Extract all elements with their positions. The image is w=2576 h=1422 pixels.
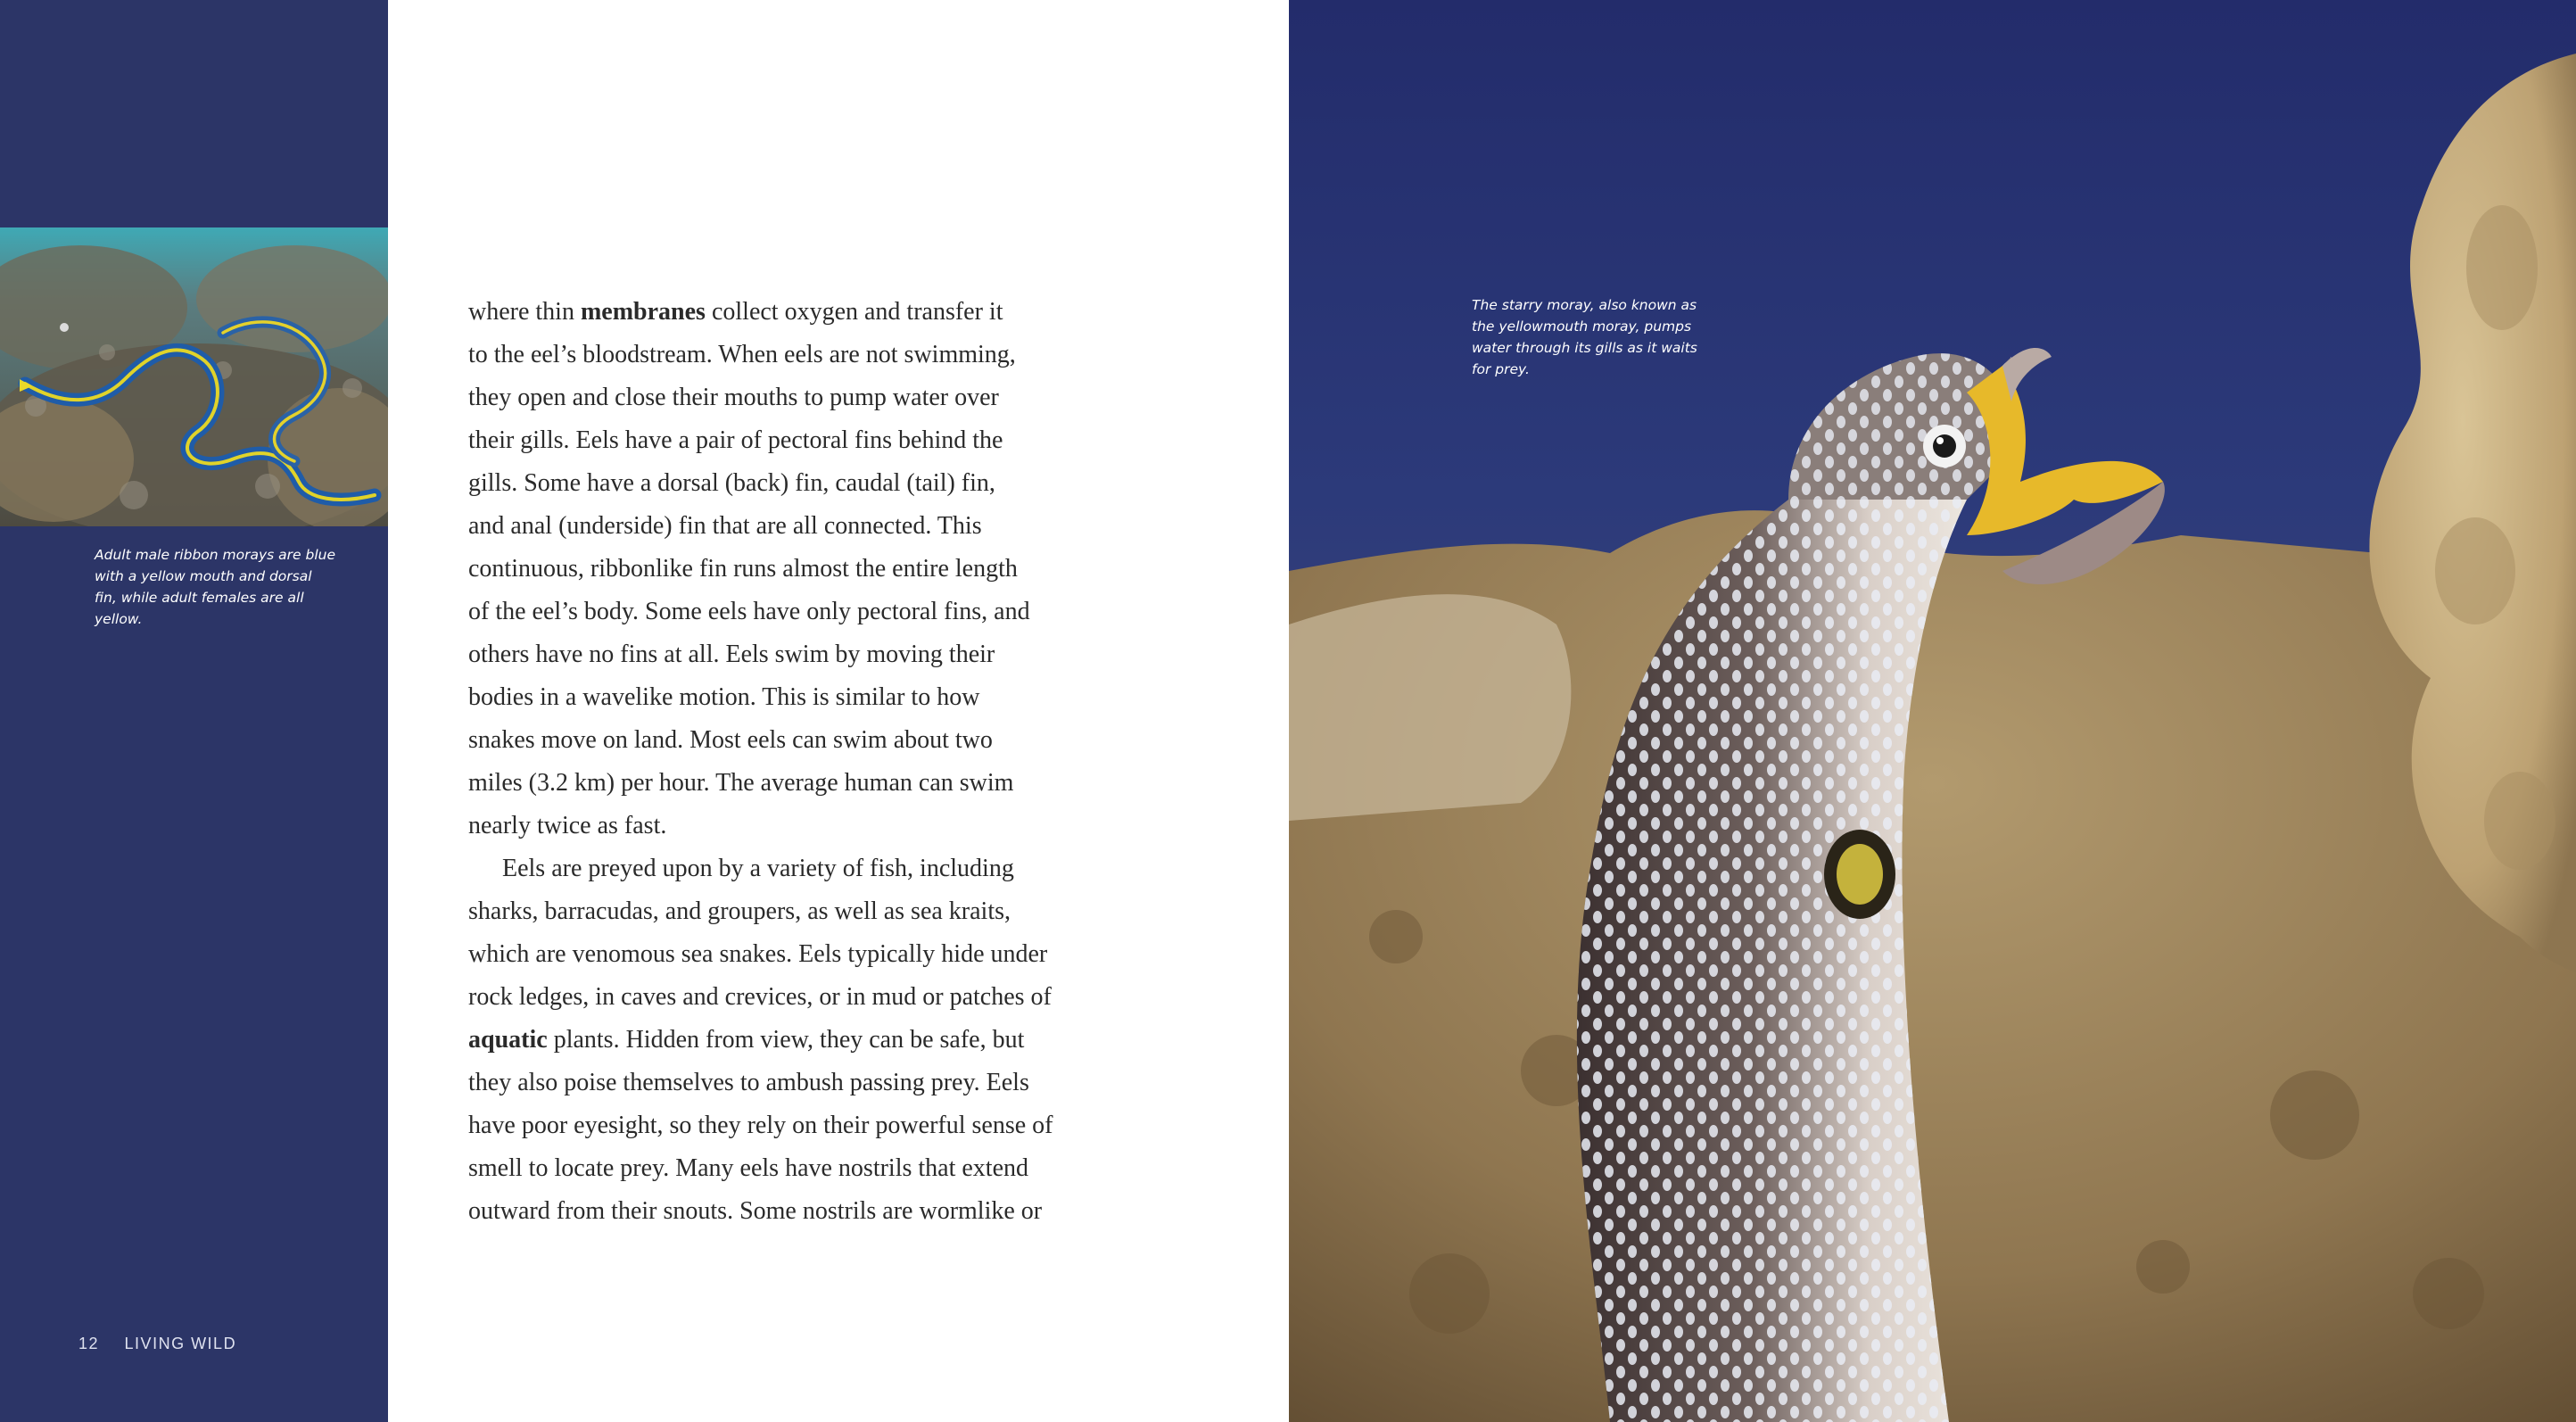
text-run: others have no fins at all. Eels swim by moving their xyxy=(468,641,995,668)
starry-moray-photo xyxy=(1289,0,2576,1422)
text-line xyxy=(468,847,1128,890)
text-line xyxy=(468,291,1128,334)
text-line xyxy=(468,805,1128,847)
text-run: miles (3.2 km) per hour. The average human can swim xyxy=(468,769,1014,797)
left-sidebar xyxy=(0,0,388,1422)
text-run: Eels are preyed upon by a variety of fish, including xyxy=(502,855,1014,882)
text-run: their gills. Eels have a pair of pectoral fins behind the xyxy=(468,426,1003,454)
ribbon-moray-illustration xyxy=(0,227,388,526)
text-run: they open and close their mouths to pump water over xyxy=(468,384,999,411)
text-run: rock ledges, in caves and crevices, or in mud or patches of xyxy=(468,983,1052,1011)
text-run: to the eel’s bloodstream. When eels are not swimming, xyxy=(468,341,1016,368)
text-line xyxy=(468,334,1128,376)
text-line xyxy=(468,1190,1128,1233)
ribbon-moray-caption: Adult male ribbon morays are blue with a yellow mouth and dorsal fin, while adult females are all yellow. xyxy=(95,547,336,627)
text-run: of the eel’s body. Some eels have only pectoral fins, and xyxy=(468,598,1030,625)
text-line xyxy=(468,976,1128,1019)
text-page xyxy=(388,0,1289,1422)
text-run: they also poise themselves to ambush passing prey. Eels xyxy=(468,1069,1029,1096)
text-run: plants. Hidden from view, they can be safe, but xyxy=(547,1026,1025,1054)
text-line xyxy=(468,1147,1128,1190)
text-line xyxy=(468,933,1128,976)
text-line xyxy=(468,462,1128,505)
page-number: 12 xyxy=(78,1335,100,1352)
text-line xyxy=(468,1062,1128,1104)
text-line xyxy=(468,719,1128,762)
text-run: snakes move on land. Most eels can swim about two xyxy=(468,726,993,754)
text-run: nearly twice as fast. xyxy=(468,812,667,839)
text-run: collect oxygen and transfer it xyxy=(705,298,1003,326)
text-line xyxy=(468,591,1128,633)
text-line xyxy=(468,1104,1128,1147)
running-title: LIVING WILD xyxy=(124,1335,237,1352)
text-line xyxy=(468,762,1128,805)
body-text xyxy=(468,291,1128,1233)
starry-moray-illustration xyxy=(1289,0,2576,1422)
text-line xyxy=(468,505,1128,548)
glossary-term: membranes xyxy=(580,298,706,326)
text-run: where thin xyxy=(468,298,581,326)
text-line xyxy=(468,633,1128,676)
text-line xyxy=(468,890,1128,933)
text-run: sharks, barracudas, and groupers, as well as sea kraits, xyxy=(468,897,1011,925)
text-run: and anal (underside) fin that are all connected. This xyxy=(468,512,982,540)
text-line xyxy=(468,548,1128,591)
page-folio xyxy=(78,1335,236,1353)
text-run: smell to locate prey. Many eels have nostrils that extend xyxy=(468,1154,1029,1182)
text-run: have poor eyesight, so they rely on their powerful sense of xyxy=(468,1112,1053,1139)
text-run: bodies in a wavelike motion. This is similar to how xyxy=(468,683,980,711)
glossary-term: aquatic xyxy=(468,1026,548,1054)
text-line xyxy=(468,419,1128,462)
ribbon-moray-photo xyxy=(0,227,388,526)
starry-moray-caption: The starry moray, also known as the yellowmouth moray, pumps water through its gills as it waits for prey. xyxy=(1472,297,1697,377)
text-run: continuous, ribbonlike fin runs almost the entire length xyxy=(468,555,1018,583)
text-line xyxy=(468,376,1128,419)
text-run: which are venomous sea snakes. Eels typically hide under xyxy=(468,940,1048,968)
text-line xyxy=(468,676,1128,719)
text-line xyxy=(468,1019,1128,1062)
text-run: gills. Some have a dorsal (back) fin, caudal (tail) fin, xyxy=(468,469,995,497)
text-run: outward from their snouts. Some nostrils are wormlike or xyxy=(468,1197,1043,1225)
